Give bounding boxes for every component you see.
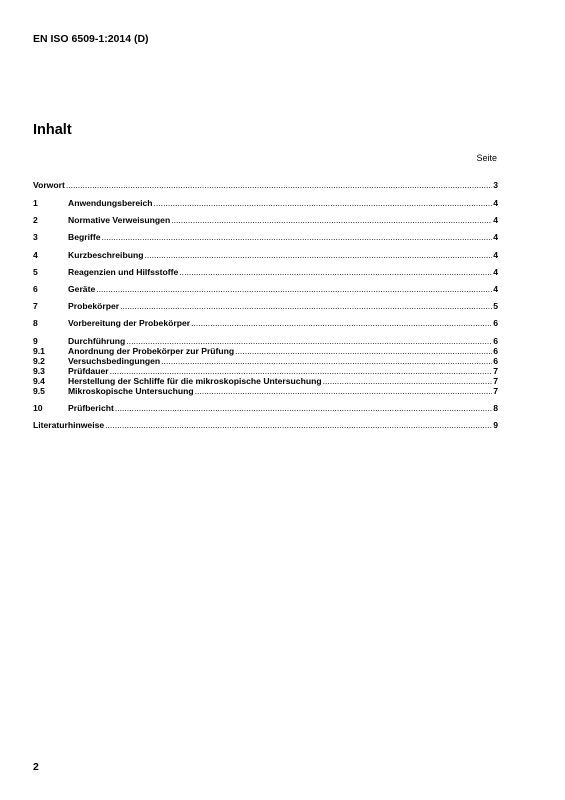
toc-entry-number: 9 (33, 336, 38, 346)
toc-entry-page: 6 (493, 356, 498, 366)
toc-entry-page: 4 (493, 267, 498, 277)
toc-entry-page: 7 (493, 376, 498, 386)
toc-entry-number: 5 (33, 267, 38, 277)
toc-entry-title: Begriffe (68, 232, 101, 242)
toc-entry-title: Vorwort (33, 180, 65, 190)
toc-entry-page: 6 (493, 346, 498, 356)
toc-entry-10[interactable] (33, 403, 498, 414)
toc-entry-number: 9.1 (33, 346, 45, 356)
toc-entry-page: 4 (493, 215, 498, 225)
toc-entry-page: 7 (493, 366, 498, 376)
toc-entry-4[interactable] (33, 250, 498, 261)
toc-entry-title: Anwendungsbereich (68, 198, 153, 208)
toc-entry-page: 9 (493, 420, 498, 430)
toc-entry-number: 9.5 (33, 386, 45, 396)
dot-leader (105, 420, 492, 431)
toc-entry-2[interactable] (33, 215, 498, 226)
toc-entry-number: 6 (33, 284, 38, 294)
toc-entry-number: 7 (33, 301, 38, 311)
toc-entry-page: 6 (493, 336, 498, 346)
toc-entry-number: 2 (33, 215, 38, 225)
toc-entry-5[interactable] (33, 267, 498, 278)
toc-entry-number: 9.2 (33, 356, 45, 366)
dot-leader (66, 180, 492, 191)
dot-leader (171, 215, 492, 226)
toc-entry-title: Vorbereitung der Probekörper (68, 318, 191, 328)
toc-entry-title: Durchführung (68, 336, 126, 346)
toc-entry-9-5[interactable] (33, 386, 498, 397)
toc-entry-page: 4 (493, 232, 498, 242)
toc-title: Inhalt (33, 122, 72, 138)
toc-entry-title: Kurzbeschreibung (68, 250, 144, 260)
toc-entry-number: 4 (33, 250, 38, 260)
toc-entry-number: 9.4 (33, 376, 45, 386)
toc-entry-title: Prüfdauer (68, 366, 109, 376)
toc-entry-title: Probekörper (68, 301, 120, 311)
toc-entry-page: 4 (493, 250, 498, 260)
toc-entry-page: 4 (493, 198, 498, 208)
toc-entry-6[interactable] (33, 284, 498, 295)
toc-entry-number: 1 (33, 198, 38, 208)
toc-entry-number: 3 (33, 232, 38, 242)
toc-entry-8[interactable] (33, 318, 498, 329)
dot-leader (144, 250, 492, 261)
dot-leader (179, 267, 492, 278)
dot-leader (115, 403, 492, 414)
toc-entry-title: Reagenzien und Hilfsstoffe (68, 267, 179, 277)
toc-entry-page: 7 (493, 386, 498, 396)
toc-entry-title: Anordnung der Probekörper zur Prüfung (68, 346, 235, 356)
toc-entry-number: 8 (33, 318, 38, 328)
toc-entry-number: 10 (33, 403, 43, 413)
toc-entry-title: Normative Verweisungen (68, 215, 171, 225)
toc-entry-title: Herstellung der Schliffe für die mikroskopische Untersuchung (68, 376, 322, 386)
toc-entry-3[interactable] (33, 232, 498, 243)
toc-entry-page: 5 (493, 301, 498, 311)
footer-page-number: 2 (33, 761, 39, 773)
toc-entry-page: 6 (493, 318, 498, 328)
toc-entry-title: Literaturhinweise (33, 420, 105, 430)
toc-entry-title: Mikroskopische Untersuchung (68, 386, 194, 396)
dot-leader (120, 301, 492, 312)
toc-entry-page: 3 (493, 180, 498, 190)
toc-entry-title: Geräte (68, 284, 96, 294)
dot-leader (195, 386, 493, 397)
toc-entry-page: 8 (493, 403, 498, 413)
document-id: EN ISO 6509-1:2014 (D) (33, 33, 149, 45)
toc-entry-1[interactable] (33, 198, 498, 209)
dot-leader (154, 198, 493, 209)
toc-entry-vorwort[interactable] (33, 180, 498, 191)
toc-entry-literaturhinweise[interactable] (33, 420, 498, 431)
page-column-label: Seite (476, 153, 497, 163)
toc-entry-page: 4 (493, 284, 498, 294)
dot-leader (101, 232, 492, 243)
toc-entry-title: Versuchsbedingungen (68, 356, 161, 366)
toc-entry-number: 9.3 (33, 366, 45, 376)
toc-entry-title: Prüfbericht (68, 403, 114, 413)
dot-leader (191, 318, 492, 329)
toc-entry-7[interactable] (33, 301, 498, 312)
dot-leader (96, 284, 492, 295)
